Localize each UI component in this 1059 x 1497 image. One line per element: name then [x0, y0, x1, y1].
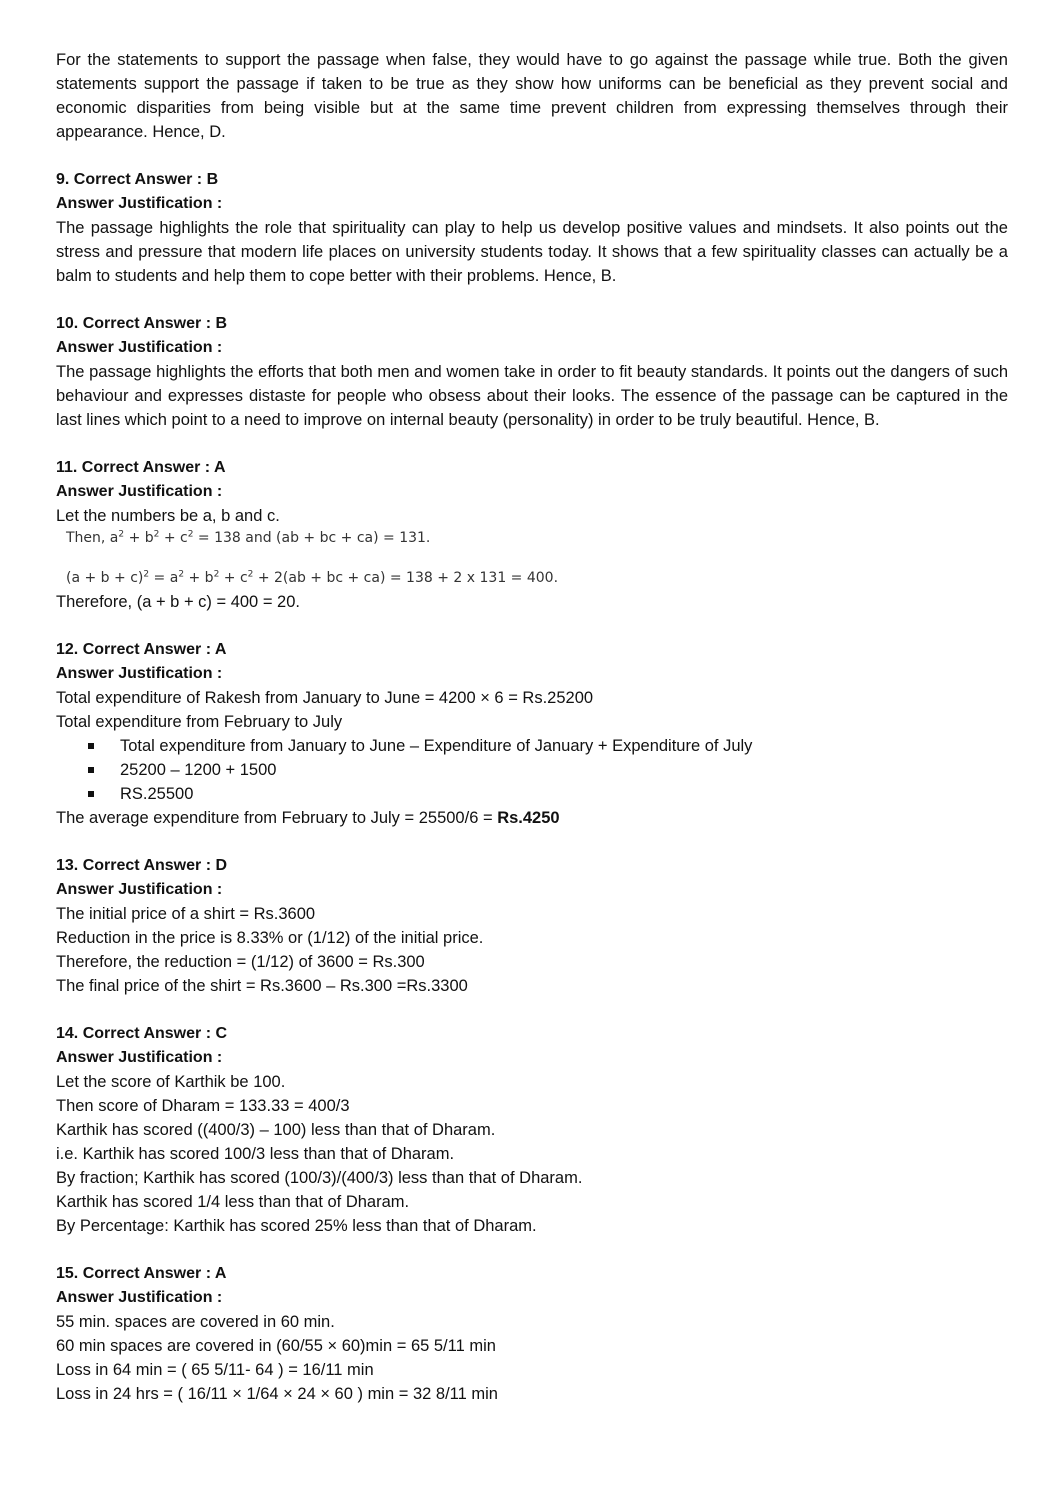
question-14-line: Let the score of Karthik be 100.: [56, 1073, 286, 1091]
question-13-heading: 13. Correct Answer : D: [56, 857, 228, 874]
question-14-line: Karthik has scored ((400/3) – 100) less than that of Dharam.: [56, 1121, 496, 1139]
question-12-bullet-list: [56, 734, 1008, 806]
question-11-line-2: Therefore, (a + b + c) = 400 = 20.: [56, 593, 300, 611]
question-15-line: Loss in 24 hrs = ( 16/11 × 1/64 × 24 × 60 ) min = 32 8/11 min: [56, 1385, 498, 1403]
intro-paragraph: For the statements to support the passage when false, they would have to go against the passage while true. Both the given statements support the passage if taken to be true as they show how uniforms can be beneficial as they prevent social and economic disparities from being visible but at the same time prevent children from expressing themselves through their appearance. Hence, D.: [56, 51, 1008, 141]
question-12-line-1: Total expenditure of Rakesh from January to June = 4200 × 6 = Rs.25200: [56, 689, 594, 707]
question-13-line: Therefore, the reduction = (1/12) of 3600 = Rs.300: [56, 953, 425, 971]
question-11-equation-2: $(a + b + c)^2 = a^2 + b^2 + c^2 + 2(ab$ + bc + ca) = 138 + 2 x 131 = 400.: [66, 569, 559, 586]
question-10-body: The passage highlights the efforts that both men and women take in order to fit beauty standards. It points out the dangers of such behaviour and expresses distaste for people who obsess about their looks. The essence of the passage can be captured in the last lines which point to a need to improve on internal beauty (personality) in order to be truly beautiful. Hence, B.: [56, 363, 1008, 429]
question-11-justification-label: Answer Justification :: [56, 483, 223, 500]
question-9: [56, 168, 1008, 288]
question-10: [56, 312, 1008, 432]
question-12-line-3: The average expenditure from February to July = 25500/6 = Rs.4250: [56, 809, 560, 827]
list-item: Total expenditure from January to June – Expenditure of January + Expenditure of July: [56, 734, 1008, 758]
question-14-heading: 14. Correct Answer : C: [56, 1025, 228, 1042]
question-14-line: Karthik has scored 1/4 less than that of Dharam.: [56, 1193, 410, 1211]
question-14-line: Then score of Dharam = 133.33 = 400/3: [56, 1097, 350, 1115]
list-item: 25200 – 1200 + 1500: [56, 758, 1008, 782]
question-14-line: By fraction; Karthik has scored (100/3)/(400/3) less than that of Dharam.: [56, 1169, 583, 1187]
question-11-line-1: Let the numbers be a, b and c.: [56, 507, 280, 525]
list-item: RS.25500: [56, 782, 1008, 806]
question-13-justification-label: Answer Justification :: [56, 881, 223, 898]
question-15-justification-label: Answer Justification :: [56, 1289, 223, 1306]
question-12: [56, 638, 1008, 830]
question-11-equation-1: Then, $a^2 + b^2 + c^2 = 138$ and (ab + bc + ca) = 131.: [66, 529, 431, 546]
question-9-justification-label: Answer Justification :: [56, 195, 223, 212]
question-14: [56, 1022, 1008, 1238]
question-10-heading: 10. Correct Answer : B: [56, 315, 228, 332]
question-15-heading: 15. Correct Answer : A: [56, 1265, 227, 1282]
question-14-line: i.e. Karthik has scored 100/3 less than that of Dharam.: [56, 1145, 455, 1163]
question-15-line: Loss in 64 min = ( 65 5/11- 64 ) = 16/11 min: [56, 1361, 374, 1379]
question-13-line: The final price of the shirt = Rs.3600 – Rs.300 =Rs.3300: [56, 977, 468, 995]
question-12-justification-label: Answer Justification :: [56, 665, 223, 682]
question-14-line: By Percentage: Karthik has scored 25% less than that of Dharam.: [56, 1217, 537, 1235]
document-page: [56, 48, 1008, 1406]
square-bullet-icon: [88, 791, 94, 797]
question-13: [56, 854, 1008, 998]
question-10-justification-label: Answer Justification :: [56, 339, 223, 356]
square-bullet-icon: [88, 743, 94, 749]
question-12-line-2: Total expenditure from February to July: [56, 713, 343, 731]
question-9-body: The passage highlights the role that spirituality can play to help us develop positive values and mindsets. It also points out the stress and pressure that modern life places on university students today. It shows that a few spirituality classes can actually be a balm to students and help them to cope better with their problems. Hence, B.: [56, 219, 1008, 285]
question-15: [56, 1262, 1008, 1406]
question-12-heading: 12. Correct Answer : A: [56, 641, 227, 658]
question-15-line: 55 min. spaces are covered in 60 min.: [56, 1313, 335, 1331]
square-bullet-icon: [88, 767, 94, 773]
question-11-heading: 11. Correct Answer : A: [56, 459, 226, 476]
question-9-heading: 9. Correct Answer : B: [56, 171, 219, 188]
question-15-line: 60 min spaces are covered in (60/55 × 60)min = 65 5/11 min: [56, 1337, 496, 1355]
question-11: [56, 456, 1008, 614]
question-14-justification-label: Answer Justification :: [56, 1049, 223, 1066]
question-13-line: Reduction in the price is 8.33% or (1/12) of the initial price.: [56, 929, 484, 947]
question-13-line: The initial price of a shirt = Rs.3600: [56, 905, 316, 923]
